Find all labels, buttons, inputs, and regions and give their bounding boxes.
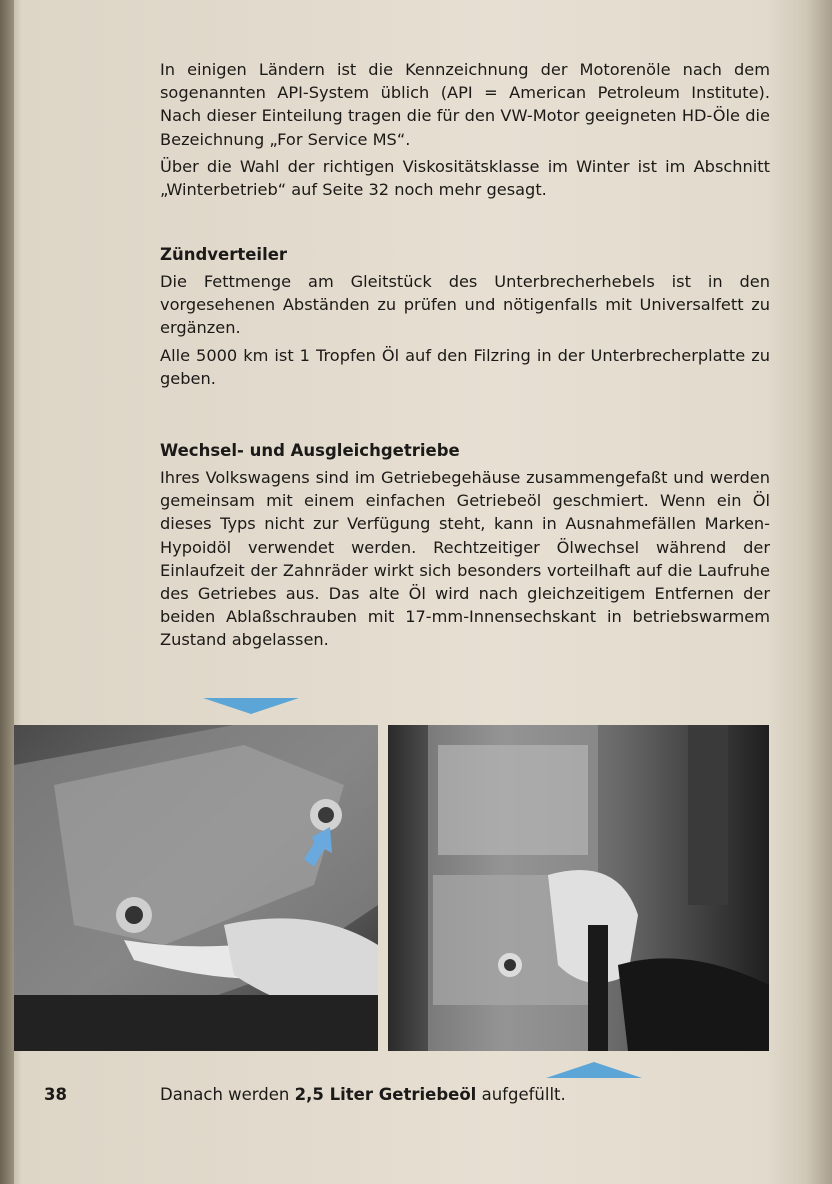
- zuendverteiler-paragraph-fett: Die Fettmenge am Gleitstück des Unterbrecherhebels ist in den vorgesehenen Abständen zu prüfen und nötigenfalls mit Universalfett zu ergänzen.: [160, 272, 770, 338]
- photo-drain-plug-side: [388, 725, 769, 1051]
- zuendverteiler-paragraph-oel: Alle 5000 km ist 1 Tropfen Öl auf den Filzring in der Unterbrecherplatte zu geben.: [160, 345, 770, 388]
- intro-paragraph-winter: Über die Wahl der richtigen Viskositätsklasse im Winter ist im Abschnitt „Winterbetrieb“ auf Seite 32 noch mehr gesagt.: [160, 156, 770, 200]
- intro-section: [160, 58, 770, 205]
- up-arrow-icon: [546, 1062, 642, 1078]
- zuendverteiler-section: [160, 270, 770, 394]
- caption-text-start: Danach werden: [160, 1085, 295, 1104]
- book-spine: [0, 0, 14, 1184]
- intro-paragraph-api: In einigen Ländern ist die Kennzeichnung der Motorenöle nach dem sogenannten API-System üblich (API = American Petroleum Institute). Nach dieser Einteilung tragen die für den VW-Motor geeigneten HD-Öle die Bezeichnung „For Service MS“.: [160, 60, 770, 149]
- photo-drain-plug-underside: [14, 725, 378, 1051]
- caption-text-end: aufgefüllt.: [476, 1085, 566, 1104]
- heading-getriebe: Wechsel- und Ausgleichgetriebe: [160, 441, 460, 460]
- page-number: 38: [44, 1085, 67, 1104]
- getriebe-paragraph: Ihres Volkswagens sind im Getriebegehäuse zusammengefaßt und werden gemeinsam mit einem einfachen Getriebeöl geschmiert. Wenn ein Öl dieses Typs nicht zur Verfügung steht, kann in Ausnahmefällen Marken-Hypoidöl verwendet werden. Rechtzeitiger Ölwechsel während der Einlaufzeit der Zahnräder wirkt sich besonders vorteilhaft auf die Laufruhe des Getriebes aus. Das alte Öl wird nach gleichzeitigem Entfernen der beiden Ablaßschrauben mit 17-mm-Innensechskant in betriebswarmem Zustand abgelassen.: [160, 468, 770, 650]
- photo-caption: [160, 1085, 566, 1104]
- getriebe-section: [160, 466, 770, 656]
- heading-zuendverteiler: Zündverteiler: [160, 245, 288, 264]
- down-arrow-icon: [203, 698, 299, 714]
- caption-text-bold: 2,5 Liter Getriebeöl: [294, 1085, 477, 1104]
